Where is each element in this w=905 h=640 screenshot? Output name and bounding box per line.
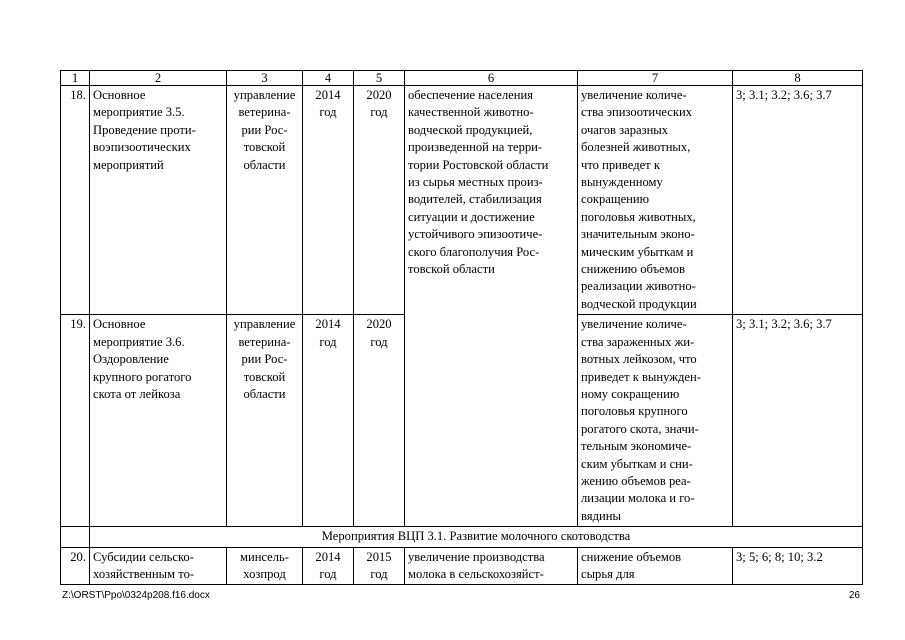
start-year: 2014 год	[303, 86, 354, 315]
col-header-7: 7	[578, 71, 733, 86]
indicators: 3; 5; 6; 8; 10; 3.2	[733, 547, 863, 585]
col-header-2: 2	[90, 71, 227, 86]
footer-file-path: Z:\ORST\Ppo\0324p208.f16.docx	[62, 590, 210, 601]
expected-result-merged	[405, 315, 578, 527]
col-header-4: 4	[303, 71, 354, 86]
start-year: 2014 год	[303, 547, 354, 585]
expected-result: увеличение производства молока в сельскохозяйст-	[405, 547, 578, 585]
row-number: 18.	[61, 86, 90, 315]
col-header-3: 3	[227, 71, 303, 86]
row-number: 19.	[61, 315, 90, 527]
measure-name: Основное мероприятие 3.6. Оздоровление крупного рогатого скота от лейкоза	[90, 315, 227, 527]
indicators: 3; 3.1; 3.2; 3.6; 3.7	[733, 86, 863, 315]
measures-table	[60, 70, 863, 585]
col-header-5: 5	[354, 71, 405, 86]
executor: минсель- хозпрод	[227, 547, 303, 585]
col-header-1: 1	[61, 71, 90, 86]
end-year: 2015 год	[354, 547, 405, 585]
non-implementation-consequence: увеличение количе- ства эпизоотических очагов заразных болезней животных, что приведет к вынужденному сокращению поголовья животных, значительным эконо- мическим убыткам и снижению объемов реализации животно- водческой продукции	[578, 86, 733, 315]
page-number: 26	[848, 590, 860, 601]
column-number-row	[61, 71, 863, 86]
executor: управление ветерина- рии Рос- товской области	[227, 315, 303, 527]
executor: управление ветерина- рии Рос- товской области	[227, 86, 303, 315]
end-year: 2020 год	[354, 86, 405, 315]
section-row	[61, 527, 863, 547]
end-year: 2020 год	[354, 315, 405, 527]
row-number: 20.	[61, 547, 90, 585]
section-title: Мероприятия ВЦП 3.1. Развитие молочного скотоводства	[90, 527, 863, 547]
col-header-6: 6	[405, 71, 578, 86]
table-row-20	[61, 547, 863, 585]
col-header-8: 8	[733, 71, 863, 86]
non-implementation-consequence: увеличение количе- ства зараженных жи- вотных лейкозом, что приведет к вынужден- ному сокращению поголовья крупного рогатого скота, значи- тельным экономиче- ским убыткам и сни- жению объемов реа- лизации молока и го- вядины	[578, 315, 733, 527]
indicators: 3; 3.1; 3.2; 3.6; 3.7	[733, 315, 863, 527]
non-implementation-consequence: снижение объемов сырья для	[578, 547, 733, 585]
start-year: 2014 год	[303, 315, 354, 527]
table-row-18	[61, 86, 863, 315]
table-row-19	[61, 315, 863, 527]
measure-name: Субсидии сельско- хозяйственным то-	[90, 547, 227, 585]
expected-result: обеспечение населения качественной животно- водческой продукцией, произведенной на терри- тории Ростовской области из сырья местных произ- водителей, стабилизация ситуации и достижение устойчивого эпизоотиче- ского благополучия Рос- товской области	[405, 86, 578, 315]
section-empty-cell	[61, 527, 90, 547]
measure-name: Основное мероприятие 3.5. Проведение проти- воэпизоотических мероприятий	[90, 86, 227, 315]
